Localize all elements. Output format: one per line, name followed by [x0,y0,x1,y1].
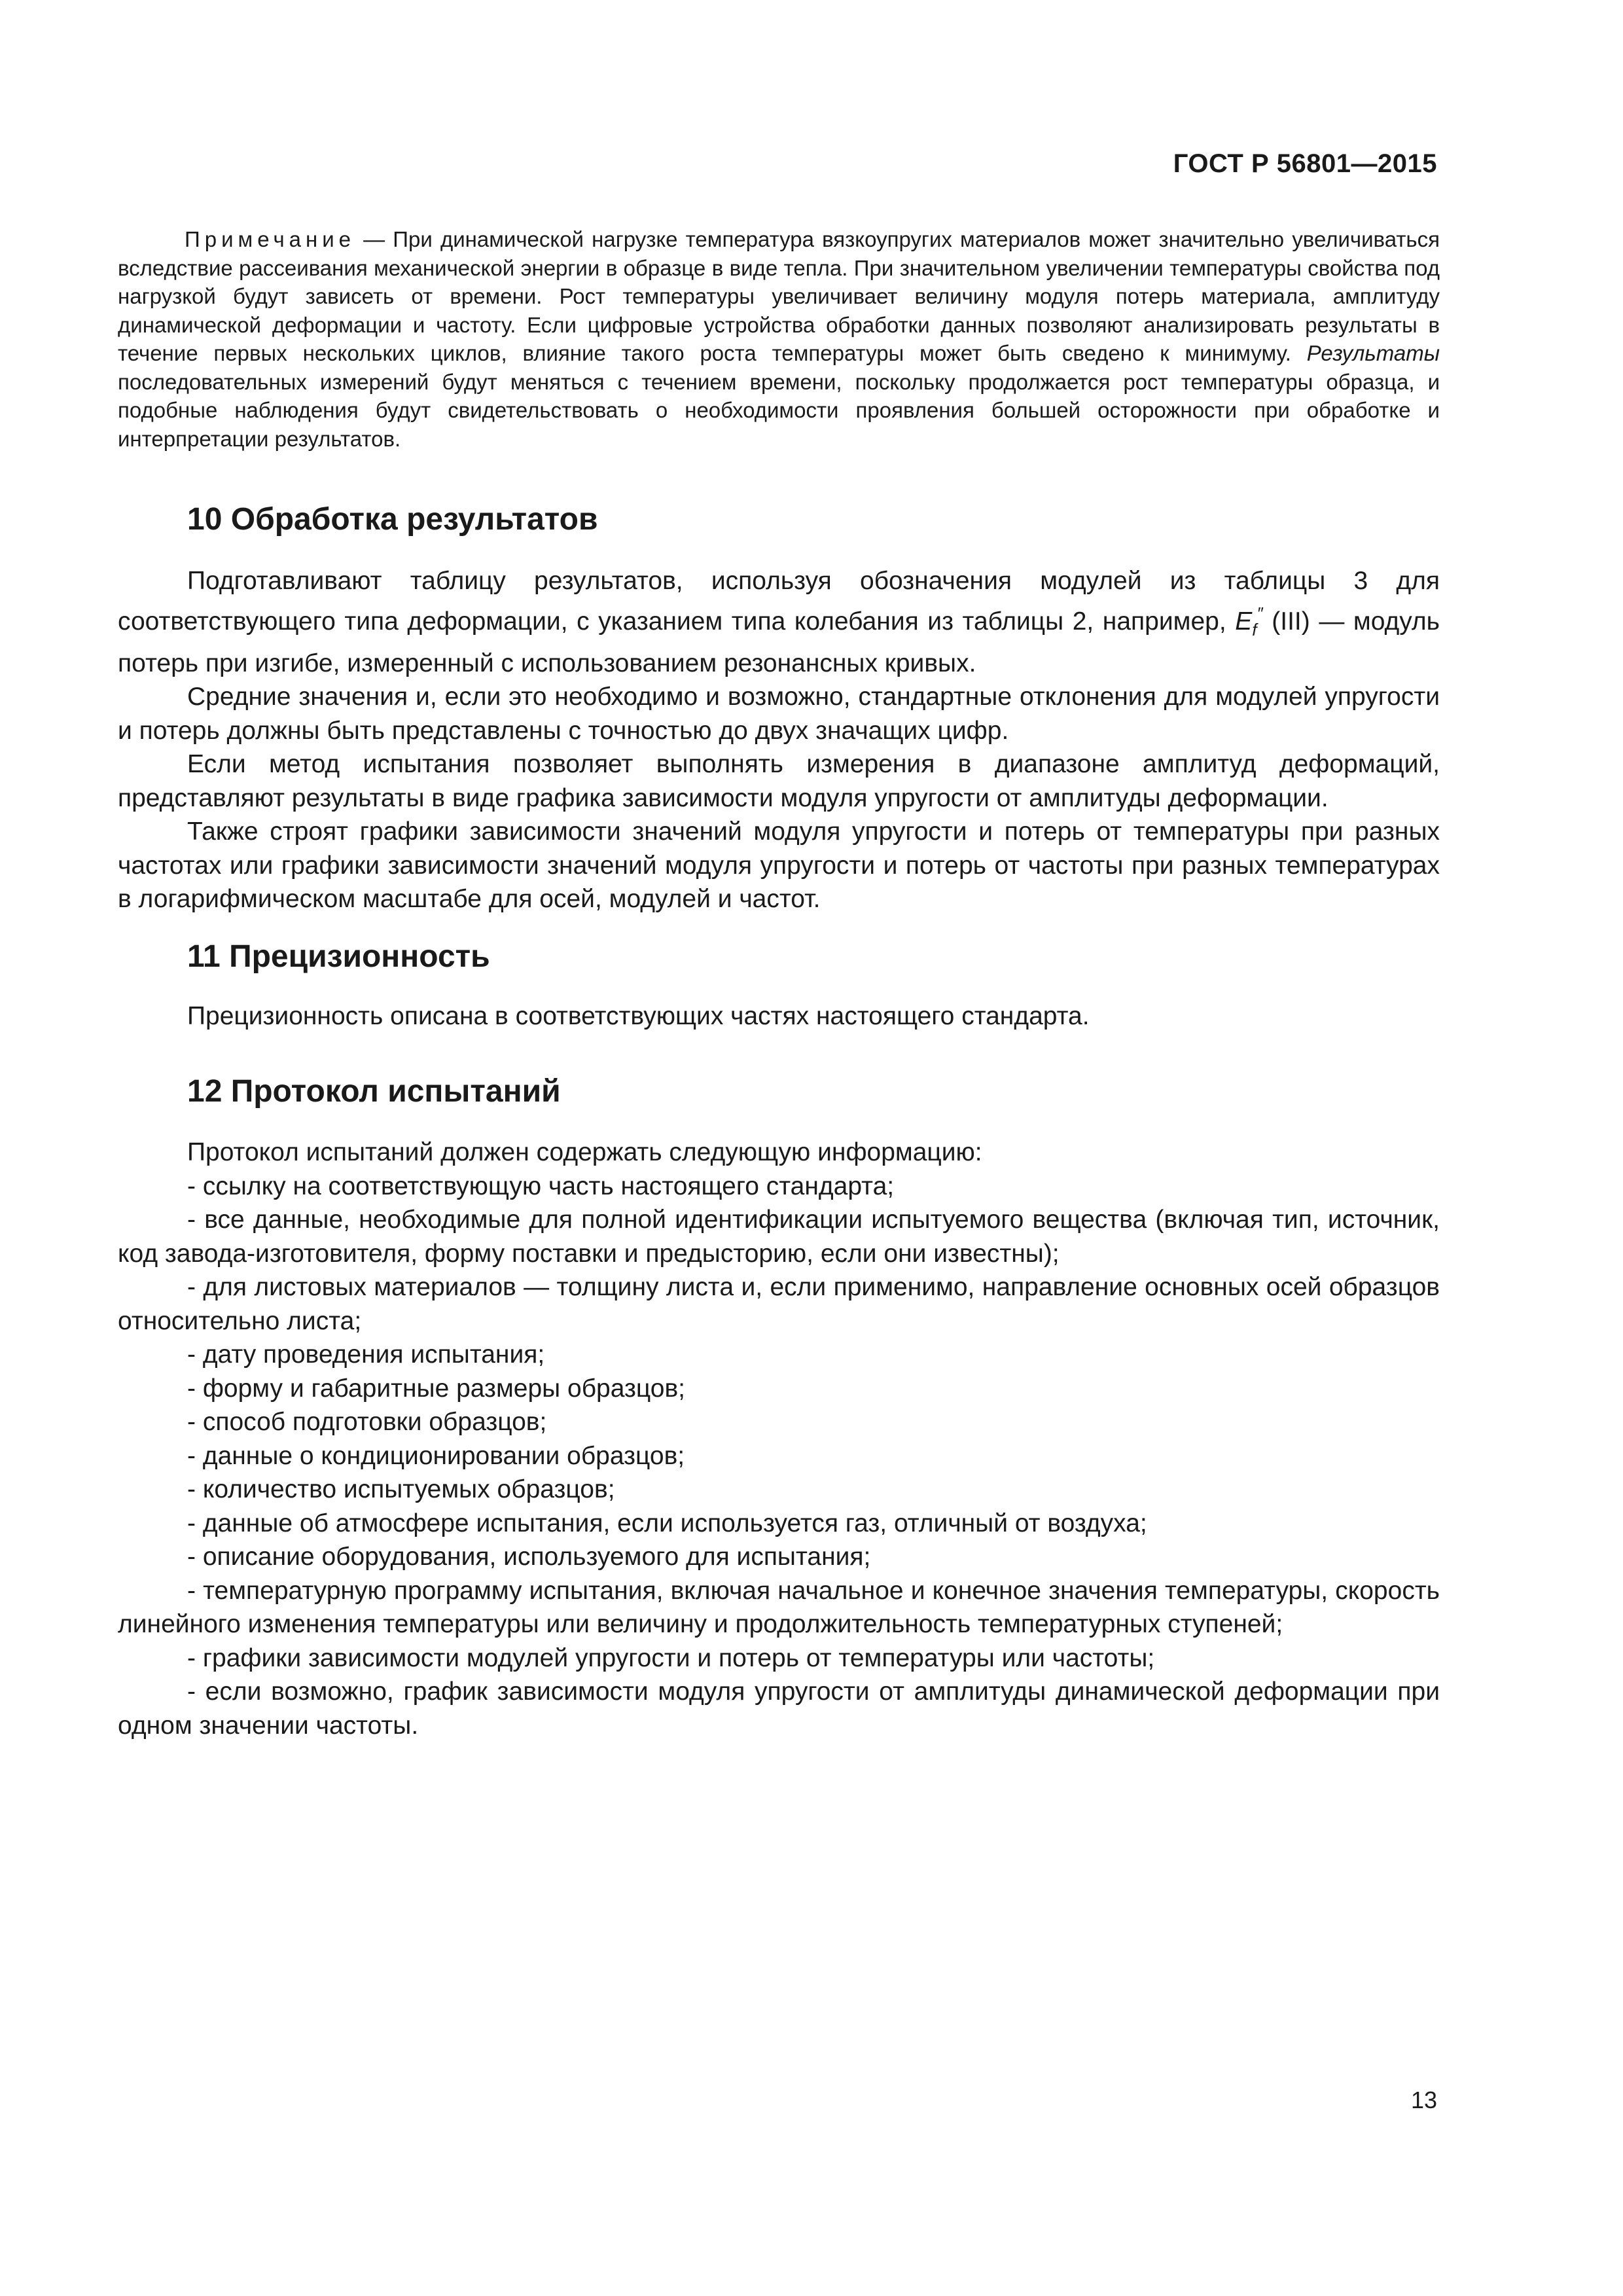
section-10-p1-after: (III) — модуль потерь при изгибе, измеренный с использованием резонансных кривых. [118,607,1440,677]
list-item: - графики зависимости модулей упругости и потерь от температуры или частоты; [187,1643,1155,1672]
list-item: - температурную программу испытания, включая начальное и конечное значения температуры, скорость линейного изменения температуры или величину и продолжительность температурных ступеней; [118,1576,1440,1638]
list-item: - способ подготовки образцов; [187,1408,547,1436]
note-italic-word: Результаты [1306,341,1440,365]
section-11-body [118,999,1440,1033]
section-12-body [118,1136,1440,1742]
list-item: - данные о кондиционировании образцов; [187,1441,685,1470]
section-10-paragraph-3: Если метод испытания позволяет выполнять измерения в диапазоне амплитуд деформаций, представляют результаты в виде графика зависимости модуля упругости от амплитуды деформации. [118,750,1440,812]
list-item: - ссылку на соответствующую часть настоящего стандарта; [187,1172,895,1200]
list-item: - данные об атмосфере испытания, если используется газ, отличный от воздуха; [187,1509,1147,1537]
section-10-body [118,564,1440,916]
section-11-heading: 11 Прецизионность [187,939,490,974]
list-item: - описание оборудования, используемого для испытания; [187,1543,871,1571]
note-paragraph [118,225,1440,453]
section-10-p1-before: Подготавливают таблицу результатов, используя обозначения модулей из таблицы 3 для соответствующего типа деформации, с указанием типа колебания из таблицы 2, например, [118,567,1440,636]
section-10-heading: 10 Обработка результатов [187,502,598,537]
section-12-heading: 12 Протокол испытаний [187,1074,561,1109]
list-item: - все данные, необходимые для полной идентификации испытуемого вещества (включая тип, источник, код завода-изготовителя, форму поставки и предысторию, если они известны); [118,1206,1440,1268]
list-item: - если возможно, график зависимости модуля упругости от амплитуды динамической деформации при одном значении частоты. [118,1677,1440,1740]
list-item: - форму и габаритные размеры образцов; [187,1374,685,1403]
list-item: - количество испытуемых образцов; [187,1475,615,1503]
section-12-intro: Протокол испытаний должен содержать следующую информацию: [187,1138,982,1166]
document-code: ГОСТ Р 56801—2015 [1173,149,1437,178]
page-number: 13 [1410,2087,1437,2113]
list-item: - дату проведения испытания; [187,1340,545,1369]
symbol-sub: f [1252,619,1257,639]
note-text-b: последовательных измерений будут меняться с течением времени, поскольку продолжается рост температуры образца, и подобные наблюдения будут свидетельствовать о необходимости проявления большей осторожности при обработке и интерпретации результатов. [118,369,1440,451]
note-text-a: — При динамической нагрузке температура вязкоупругих материалов может значительно увеличиваться вследствие рассеивания механической энергии в образце в виде тепла. При значительном увеличении температуры свойства под нагрузкой будут зависеть от времени. Рост температуры увеличивает величину модуля потерь материала, амплитуду динамической деформации и частоту. Если цифровые устройства обработки данных позволяют анализировать результаты в течение первых нескольких циклов, влияние такого роста температуры может быть сведено к минимуму. [118,227,1440,365]
symbol-sup: ″ [1257,603,1263,623]
symbol-base: E [1235,607,1253,636]
section-10-paragraph-2: Средние значения и, если это необходимо и возможно, стандартные отклонения для модулей упругости и потерь должны быть представлены с точностью до двух значащих цифр. [118,683,1440,745]
section-11-paragraph-1: Прецизионность описана в соответствующих частях настоящего стандарта. [187,1002,1090,1030]
section-10-paragraph-1 [118,564,1440,680]
loss-modulus-symbol [1235,603,1263,639]
note-block [118,225,1440,453]
section-10-paragraph-4: Также строят графики зависимости значений модуля упругости и потерь от температуры при разных частотах или графики зависимости значений модуля упругости и потерь от частоты при разных температурах в логарифмическом масштабе для осей, модулей и частот. [118,817,1440,914]
note-label: Примечание [185,227,356,251]
list-item: - для листовых материалов — толщину листа и, если применимо, направление основных осей образцов относительно листа; [118,1273,1440,1335]
